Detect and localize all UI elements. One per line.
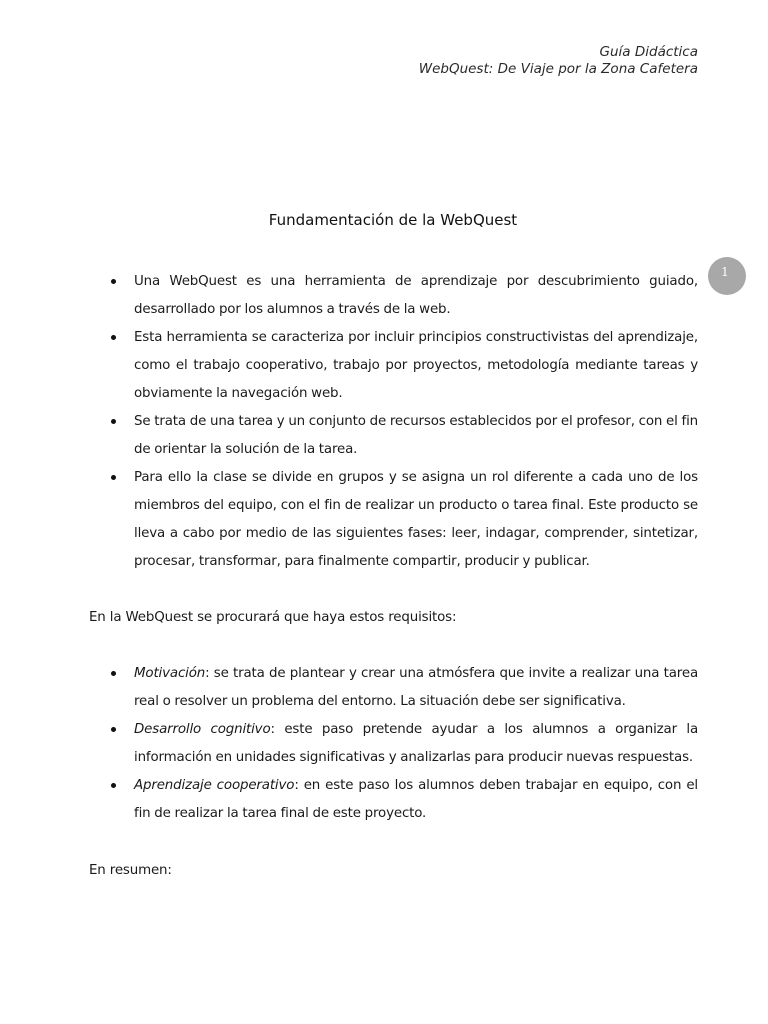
list-item (0, 772, 698, 828)
requirements-intro: En la WebQuest se procurará que haya estos requisitos: (89, 610, 457, 625)
requirement-text: : en este paso los alumnos deben trabajar en equipo, con el fin de realizar la tarea final de este proyecto. (134, 778, 698, 821)
section-title: Fundamentación de la WebQuest (268, 211, 518, 229)
list-item: Para ello la clase se divide en grupos y se asigna un rol diferente a cada uno de los miembros del equipo, con el fin de realizar un producto o tarea final. Este producto se lleva a cabo por medio de las siguientes fases: leer, indagar, comprender, sintetizar, procesar, transformar, para finalmente compartir, producir y publicar. (0, 464, 698, 576)
list-item (0, 660, 698, 716)
requirement-text: : este paso pretende ayudar a los alumnos a organizar la información en unidades significativas y analizarlas para producir nuevas respuestas. (134, 722, 699, 765)
list-item: Una WebQuest es una herramienta de aprendizaje por descubrimiento guiado, desarrollado por los alumnos a través de la web. (0, 268, 698, 324)
summary-intro: En resumen: (89, 863, 172, 878)
list-item: Se trata de una tarea y un conjunto de recursos establecidos por el profesor, con el fin de orientar la solución de la tarea. (0, 408, 698, 464)
list-item: Esta herramienta se caracteriza por incluir principios constructivistas del aprendizaje, como el trabajo cooperativo, trabajo por proyectos, metodología mediante tareas y obviamente la navegación web. (0, 324, 698, 408)
fundamentals-list (0, 268, 698, 576)
requirement-term: Motivación (134, 666, 206, 681)
page-number-badge (708, 257, 746, 295)
requirement-text: : se trata de plantear y crear una atmósfera que invite a realizar una tarea real o resolver un problema del entorno. La situación debe ser significativa. (134, 666, 698, 709)
requirement-term: Desarrollo cognitivo (134, 722, 271, 737)
page-number: 1 (721, 265, 729, 279)
header-guide-label: Guía Didáctica (599, 44, 698, 60)
header-webquest-title: WebQuest: De Viaje por la Zona Cafetera (418, 61, 698, 77)
page-header (419, 44, 698, 78)
requirements-list (0, 660, 698, 828)
requirement-term: Aprendizaje cooperativo (134, 778, 295, 793)
list-item (0, 716, 698, 772)
